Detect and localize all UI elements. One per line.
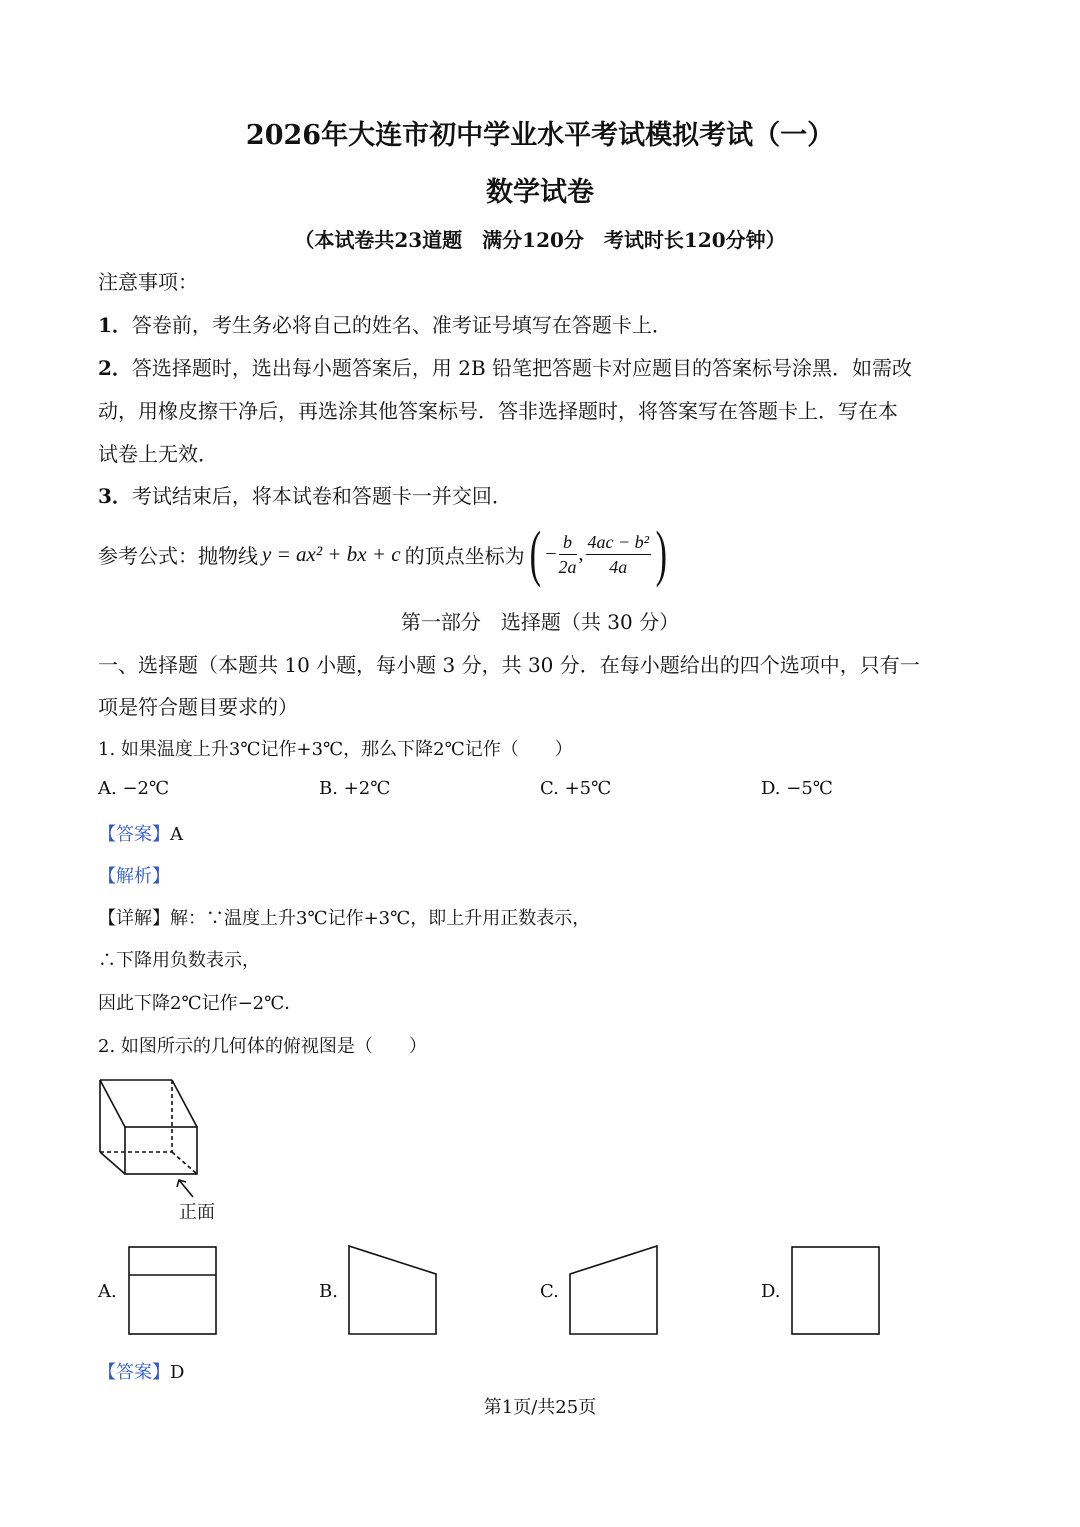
q2-option-b-label: B. (319, 1281, 338, 1302)
reference-formula (98, 520, 672, 588)
page-footer: 第1页/共25页 (483, 1397, 597, 1418)
question-2-stem: 2. 如图所示的几何体的俯视图是（ ） (98, 1036, 427, 1057)
notice-item-2-line1 (98, 352, 912, 381)
left-paren-icon: ( (529, 520, 541, 588)
vertex-y-fraction (586, 530, 652, 579)
q1-option-c: C. +5℃ (540, 778, 612, 799)
formula-middle: 的顶点坐标为 (404, 543, 525, 568)
q2-option-a-shape (127, 1245, 219, 1337)
exam-info: （本试卷共23道题 满分120分 考试时长120分钟） (294, 228, 786, 252)
vertex-x-fraction (559, 530, 577, 579)
part1-intro-line2: 项是符合题目要求的） (98, 695, 298, 719)
part1-heading: 第一部分 选择题（共 30 分） (400, 610, 680, 634)
detail-text: 解：∵温度上升3℃记作+3℃，即上升用正数表示， (170, 908, 591, 929)
exam-subtitle: 数学试卷 (486, 177, 594, 208)
solid-front-face (125, 1127, 197, 1174)
q1-detail-line2: ∴下降用负数表示， (98, 950, 260, 971)
comma: , (578, 542, 584, 565)
notice-item-number: 3． (98, 484, 132, 508)
q2-option-d-shape (790, 1245, 882, 1337)
q2-option-a-label: A. (98, 1281, 117, 1302)
notice-heading: 注意事项： (98, 270, 198, 294)
answer-tag: 【答案】 (98, 824, 170, 845)
fraction-numerator: b (559, 530, 577, 555)
part1-intro-line1: 一、选择题（本题共 10 小题，每小题 3 分，共 30 分．在每小题给出的四个选项中，只有一 (98, 653, 920, 677)
q2-option-c-label: C. (540, 1281, 559, 1302)
q1-answer (98, 820, 183, 846)
geometric-solid-figure (95, 1072, 210, 1202)
fraction-numerator: 4ac − b² (586, 530, 652, 555)
right-paren-icon: ) (655, 520, 668, 588)
notice-item-3 (98, 480, 512, 509)
q2-option-b-shape (347, 1244, 439, 1337)
parabola-equation: y = ax² + bx + c (262, 541, 401, 566)
answer-value: D (170, 1362, 185, 1383)
q1-option-b: B. +2℃ (319, 778, 391, 799)
notice-item-2-line3: 试卷上无效． (98, 442, 218, 466)
minus-sign: − (545, 542, 557, 565)
answer-tag: 【答案】 (98, 1362, 170, 1383)
notice-item-number: 2． (98, 356, 132, 380)
formula-prefix: 参考公式：抛物线 (98, 543, 258, 568)
question-1-stem: 1. 如果温度上升3℃记作+3℃，那么下降2℃记作（ ） (98, 739, 573, 760)
q1-option-a: A. −2℃ (98, 778, 170, 799)
notice-item-text: 答卷前，考生务必将自己的姓名、准考证号填写在答题卡上． (131, 313, 672, 337)
q2-option-d-label: D. (761, 1281, 781, 1302)
fraction-denominator: 4a (609, 556, 628, 577)
notice-item-text: 考试结束后，将本试卷和答题卡一并交回． (131, 484, 512, 508)
notice-item-text: 答选择题时，选出每小题答案后，用 2B 铅笔把答题卡对应题目的答案标号涂黑．如需改 (131, 356, 913, 380)
fraction-denominator: 2a (558, 556, 577, 577)
notice-item-2-line2: 动，用橡皮擦干净后，再选涂其他答案标号．答非选择题时，将答案写在答题卡上．写在本 (98, 399, 898, 423)
answer-value: A (170, 824, 183, 845)
q1-analysis-tag: 【解析】 (98, 866, 170, 887)
notice-item-number: 1． (98, 313, 132, 337)
front-view-label: 正面 (179, 1202, 215, 1223)
q1-option-d: D. −5℃ (761, 778, 833, 799)
detail-tag: 【详解】 (98, 908, 170, 929)
q2-option-c-shape (568, 1244, 660, 1337)
notice-item-1 (98, 309, 672, 338)
q2-answer (98, 1358, 184, 1384)
exam-title: 2026年大连市初中学业水平考试模拟考试（一） (245, 120, 835, 151)
q1-detail-line3: 因此下降2℃记作−2℃． (98, 993, 303, 1014)
q1-detail-line1 (98, 904, 590, 930)
